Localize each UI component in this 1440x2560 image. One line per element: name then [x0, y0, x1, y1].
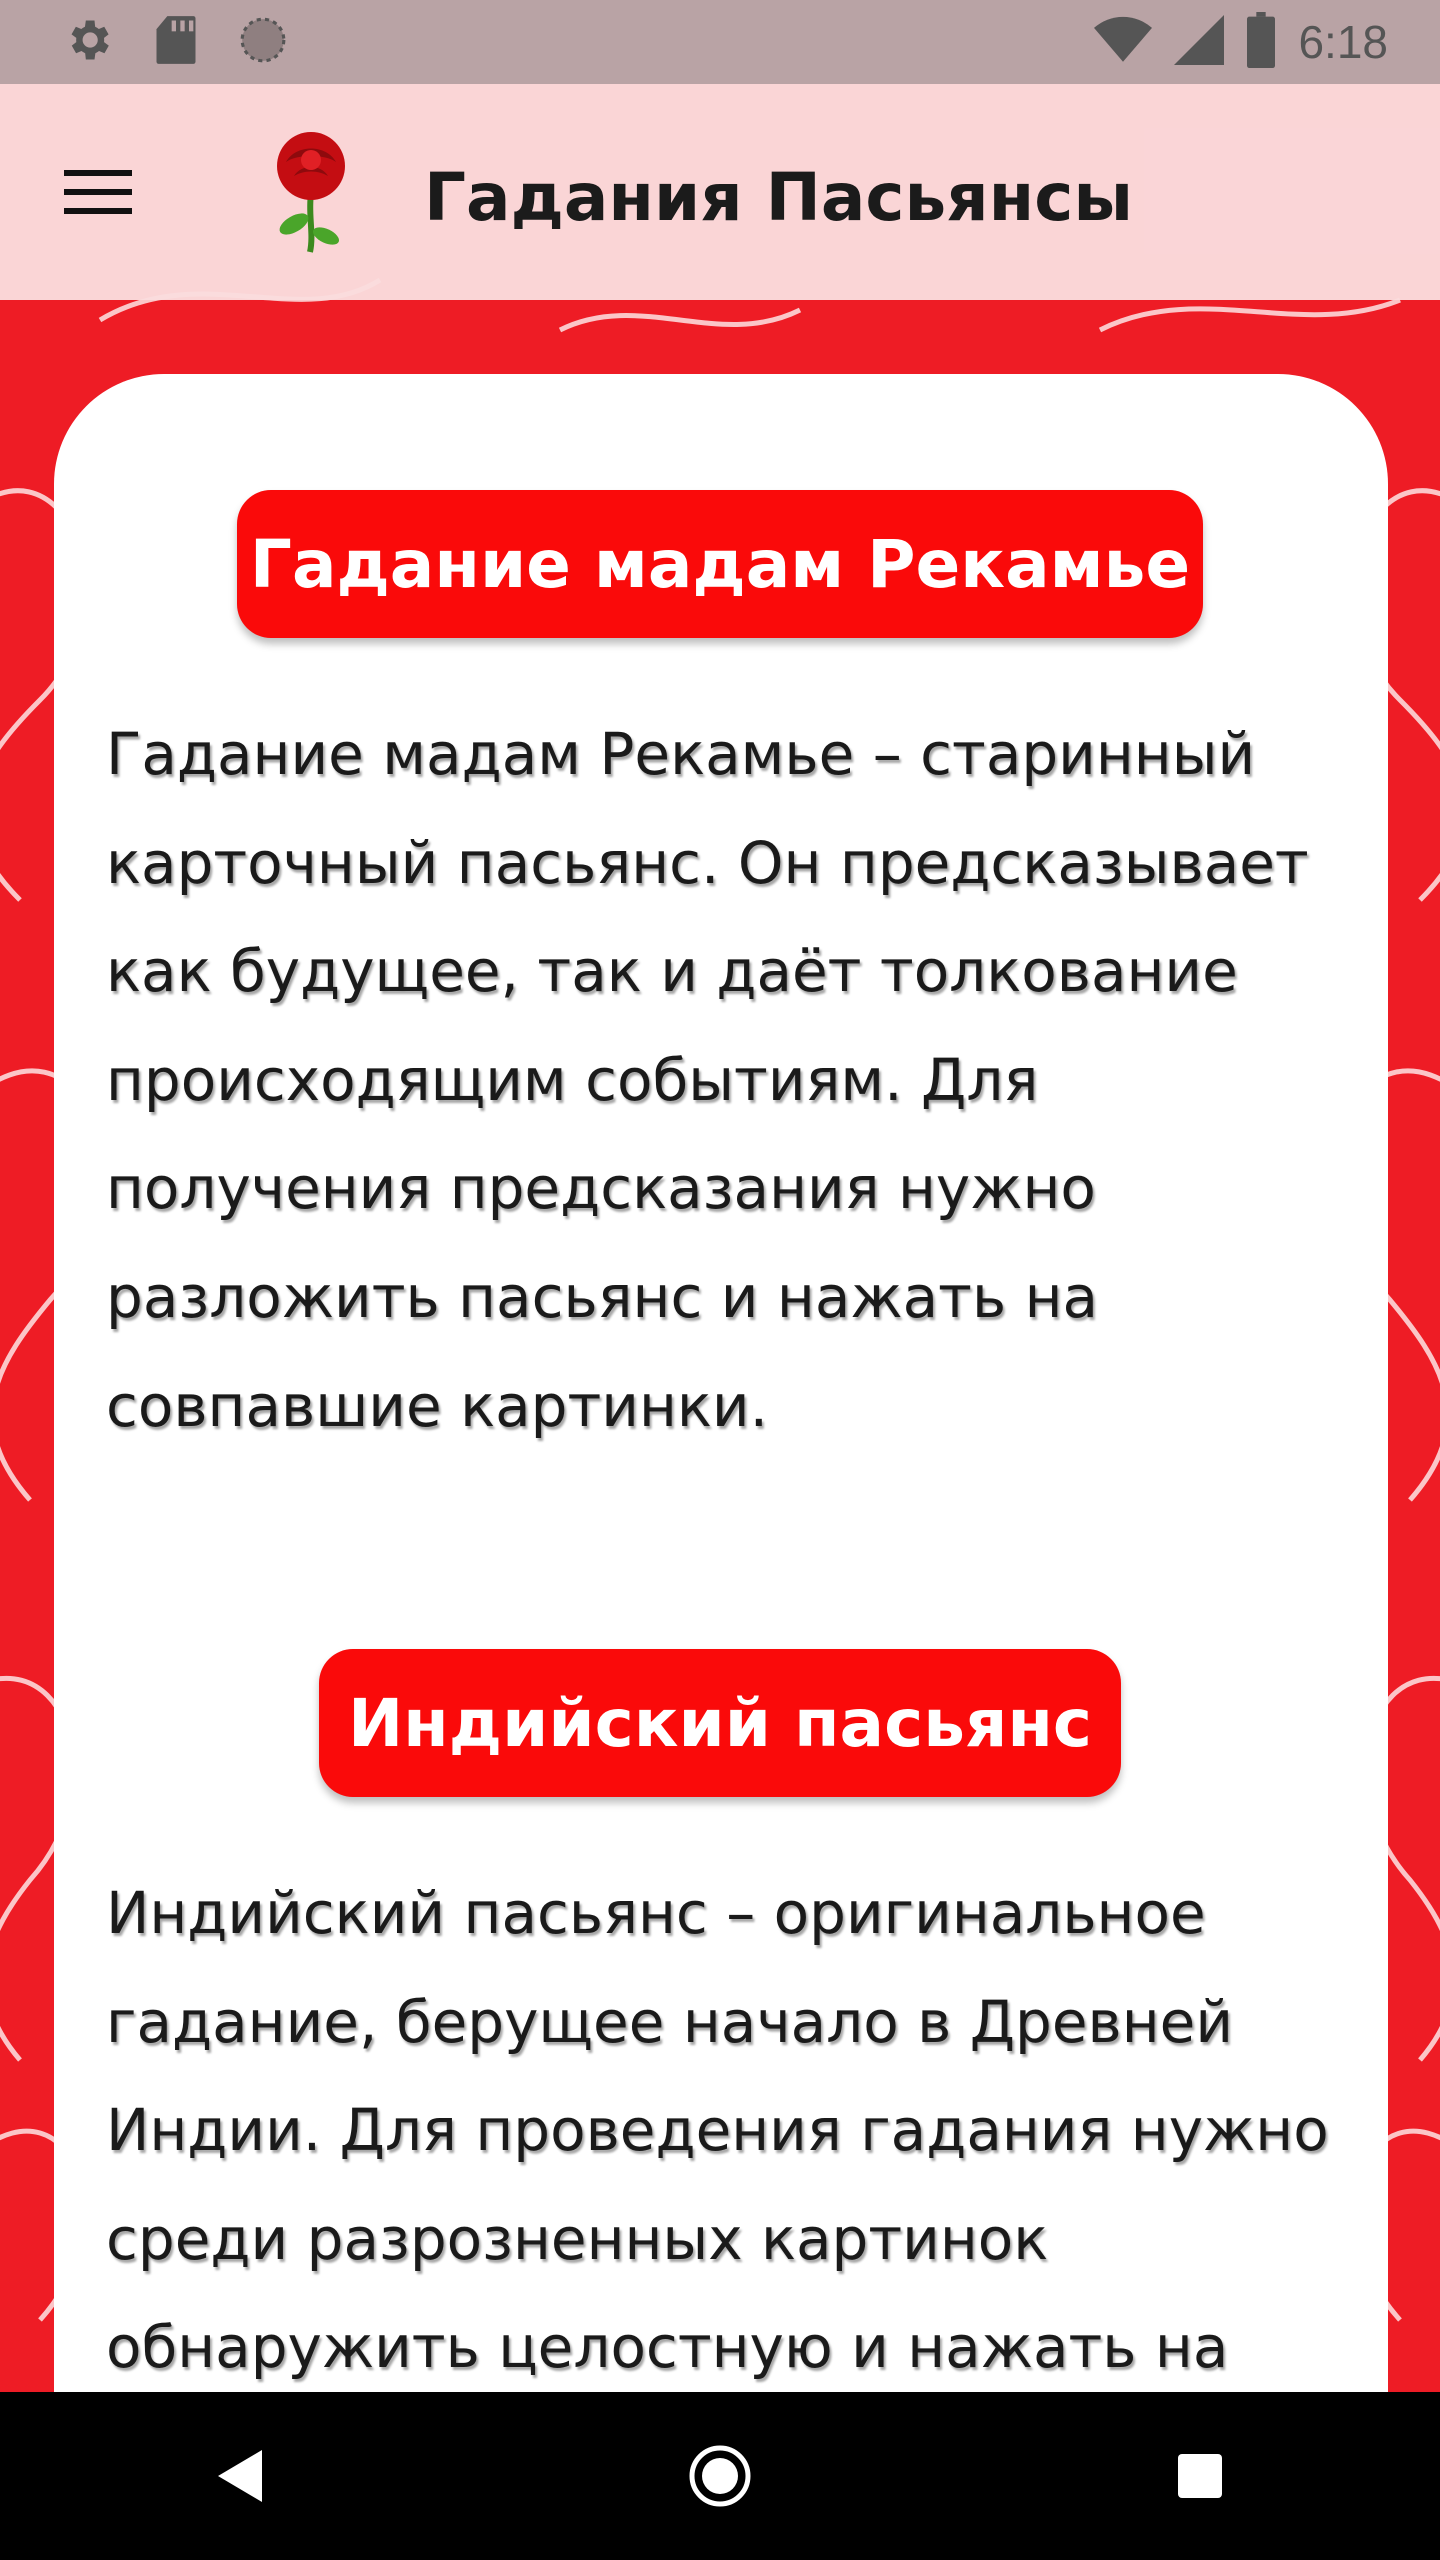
madame-recamier-description: Гадание мадам Рекамье – старинный карточный пасьянс. Он предсказывает как будущее, так и даёт толкование происходящим событиям. Для получения предсказания нужно разложить пасьянс и нажать на совпавшие картинки. [106, 720, 1309, 1440]
recents-icon [1178, 2454, 1222, 2498]
menu-button[interactable] [50, 144, 146, 240]
indian-solitaire-button[interactable]: Индийский пасьянс [319, 1649, 1121, 1797]
rose-logo [256, 124, 366, 254]
navigation-bar [0, 2392, 1440, 2560]
app-bar [0, 84, 1440, 300]
loading-icon [238, 15, 288, 69]
sd-card-icon [154, 14, 198, 70]
indian-solitaire-description: Индийский пасьянс – оригинальное гадание, берущее начало в Древней Индии. Для проведения гадания нужно среди разрозненных картинок обнаружить целостную и нажать на [106, 1879, 1329, 2382]
status-bar [0, 0, 1440, 84]
recents-button[interactable] [1140, 2416, 1260, 2536]
content-card [54, 374, 1388, 2414]
app-title: Гадания Пасьянсы [424, 159, 1134, 236]
status-time: 6:18 [1298, 16, 1388, 68]
madame-recamier-button[interactable]: Гадание мадам Рекамье [237, 490, 1203, 638]
status-bar-right [1094, 12, 1440, 72]
back-button[interactable] [180, 2416, 300, 2536]
back-icon [218, 2450, 262, 2502]
home-icon [688, 2444, 752, 2508]
signal-icon [1174, 15, 1224, 69]
menu-icon [64, 168, 132, 216]
home-button[interactable] [660, 2416, 780, 2536]
battery-icon [1246, 12, 1276, 72]
wifi-icon [1094, 15, 1152, 69]
settings-icon [62, 14, 114, 70]
status-bar-left [0, 14, 288, 70]
